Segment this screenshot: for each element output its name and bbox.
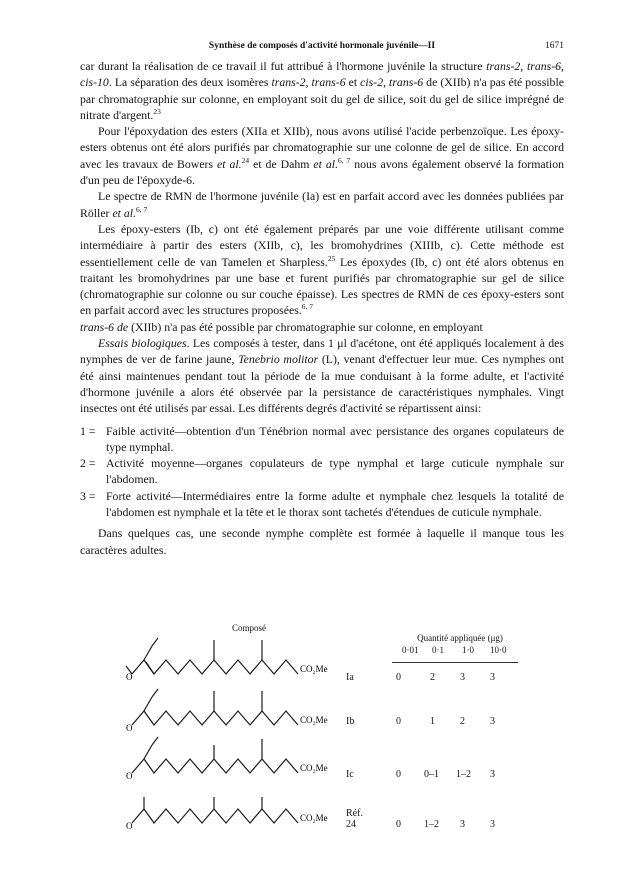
structure-ref-24 <box>126 785 372 835</box>
compound-header: Composé <box>232 623 267 633</box>
dose-header: 0·1 <box>432 645 444 655</box>
molecule-drawing <box>126 785 372 835</box>
value-cell: 2 <box>460 716 465 727</box>
ester-group: CO₂Me <box>300 715 328 725</box>
running-title: Synthèse de composés d'activité hormonale juvénile—II <box>208 41 436 51</box>
paragraph-5: trans-6 de (XIIb) n'a pas été possible par chromatographie sur colonne, en employant <box>80 319 483 334</box>
ester-group: CO₂Me <box>300 813 328 823</box>
value-cell: 0 <box>396 672 401 683</box>
value-cell: 1–2 <box>424 819 439 830</box>
ester-group: CO₂Me <box>300 664 328 674</box>
list-item: 1 = Faible activité—obtention d'un Ténébrion normal avec persistance des organes copulateurs de type nymphal. <box>80 423 564 454</box>
body-text <box>80 58 564 558</box>
ester-group: CO₂Me <box>300 763 328 773</box>
value-cell: 3 <box>490 819 495 830</box>
svg-text:O: O <box>126 723 133 733</box>
molecule-drawing <box>126 735 372 785</box>
value-cell: 2 <box>430 672 435 683</box>
structure-ib <box>126 687 372 737</box>
page-header <box>80 41 564 55</box>
value-cell: 0 <box>396 716 401 727</box>
row-label: Ib <box>346 716 355 727</box>
row-label: Ic <box>346 769 354 780</box>
quantity-header: Quantité appliquée (μg) <box>417 633 503 643</box>
dose-header: 0·01 <box>402 645 419 655</box>
svg-text:O: O <box>126 672 133 682</box>
paragraph-2: Pour l'époxydation des esters (XIIa et XIIb), nous avons utilisé l'acide perbenzoïque. Les époxy-esters obtenus ont été alors purifiés par chromatographie sur une colonne de gel de silice. En accord avec les travaux de Bowers et al.$^{24}$ et de Dahm et al.$^{6, 7}$ nous avons également observé la formation d'un peu de l'époxyde-6. <box>80 124 564 188</box>
row-label: 24 <box>346 819 356 830</box>
paragraph-4: Les époxy-esters (Ib, c) ont été également préparés par une voie différente utilisant comme intermédiaire à partir des esters (XIIb, c), les bromohydrines (XIIIb, c). Cette méthode est essentiellement celle de van Tamelen et Sharpless.$^{25}$ Les époxydes (Ib, c) ont été alors obtenus en traitant les bromohydrines par une base et furent purifiés par chromatographie sur gel de silice (chromatographie sur colonne ou sur couche épaisse). Les spectres de RMN de ces époxy-esters sont en parfait accord avec les structures proposées.$^{6, 7}$ <box>80 221 565 318</box>
molecule-drawing <box>126 636 372 686</box>
list-item: 2 = Activité moyenne—organes copulateurs de type nymphal et large cuticule nymphale sur l'abdomen. <box>80 456 564 487</box>
value-cell: 3 <box>490 716 495 727</box>
svg-text:O: O <box>126 821 133 831</box>
value-cell: 3 <box>490 769 495 780</box>
svg-text:O: O <box>126 771 133 781</box>
page-number: 1671 <box>545 41 564 51</box>
value-cell: 1 <box>430 716 435 727</box>
value-cell: 3 <box>460 672 465 683</box>
value-cell: 0 <box>396 769 401 780</box>
value-cell: 0 <box>396 819 401 830</box>
value-cell: 3 <box>460 819 465 830</box>
paragraph-3: Le spectre de RMN de l'hormone juvénile (Ia) est en parfait accord avec les données publiées par Röller et al.$^{6, 7}$ <box>80 189 564 220</box>
value-cell: 1–2 <box>456 769 471 780</box>
row-label: Ia <box>346 672 354 683</box>
paragraph-6: Essais biologiques. Les composés à tester, dans 1 μl d'acétone, ont été appliqués localement à des nymphes de ver de farine jaune, Tenebrio molitor (L), venant d'effectuer leur mue. Ces nymphes ont été ainsi maintenues pendant tout la période de la mue conduisant à la forme adulte, et l'activité d'hormone juvénile a alors été observée par la persistance de caractéristiques nymphales. Vingt insectes ont été utilisés par essai. Les différents degrés d'activité se répartissent ainsi: <box>80 336 565 416</box>
dose-header: 1·0 <box>462 645 474 655</box>
row-label-top: Réf. <box>346 808 363 819</box>
molecule-drawing <box>126 687 372 737</box>
paragraph-1: car durant la réalisation de ce travail il fut attribué à l'hormone juvénile la structure trans-2, trans-6, cis-10. La séparation des deux isomères trans-2, trans-6 et cis-2, trans-6 de (XIIb) n'a pas été possible par chromatographie sur colonne, en employant soit du gel de silice, soit du gel de silice imprégné de nitrate d'argent.$^{23}$ <box>80 59 564 122</box>
header-rule <box>392 662 518 663</box>
activity-list <box>80 423 564 521</box>
value-cell: 0–1 <box>424 769 439 780</box>
paragraph-7: Dans quelques cas, une seconde nymphe complète est formée à laquelle il manque tous les caractères adultes. <box>80 526 564 557</box>
structure-ic <box>126 735 372 785</box>
list-item: 3 = Forte activité—Intermédiaires entre la forme adulte et nymphale chez lesquels la totalité de l'abdomen est nymphale et la tête et le thorax sont tachetés d'étendues de cuticule nymphale. <box>80 488 564 520</box>
structure-ia <box>126 636 372 686</box>
value-cell: 3 <box>490 672 495 683</box>
dose-header: 10·0 <box>490 645 507 655</box>
